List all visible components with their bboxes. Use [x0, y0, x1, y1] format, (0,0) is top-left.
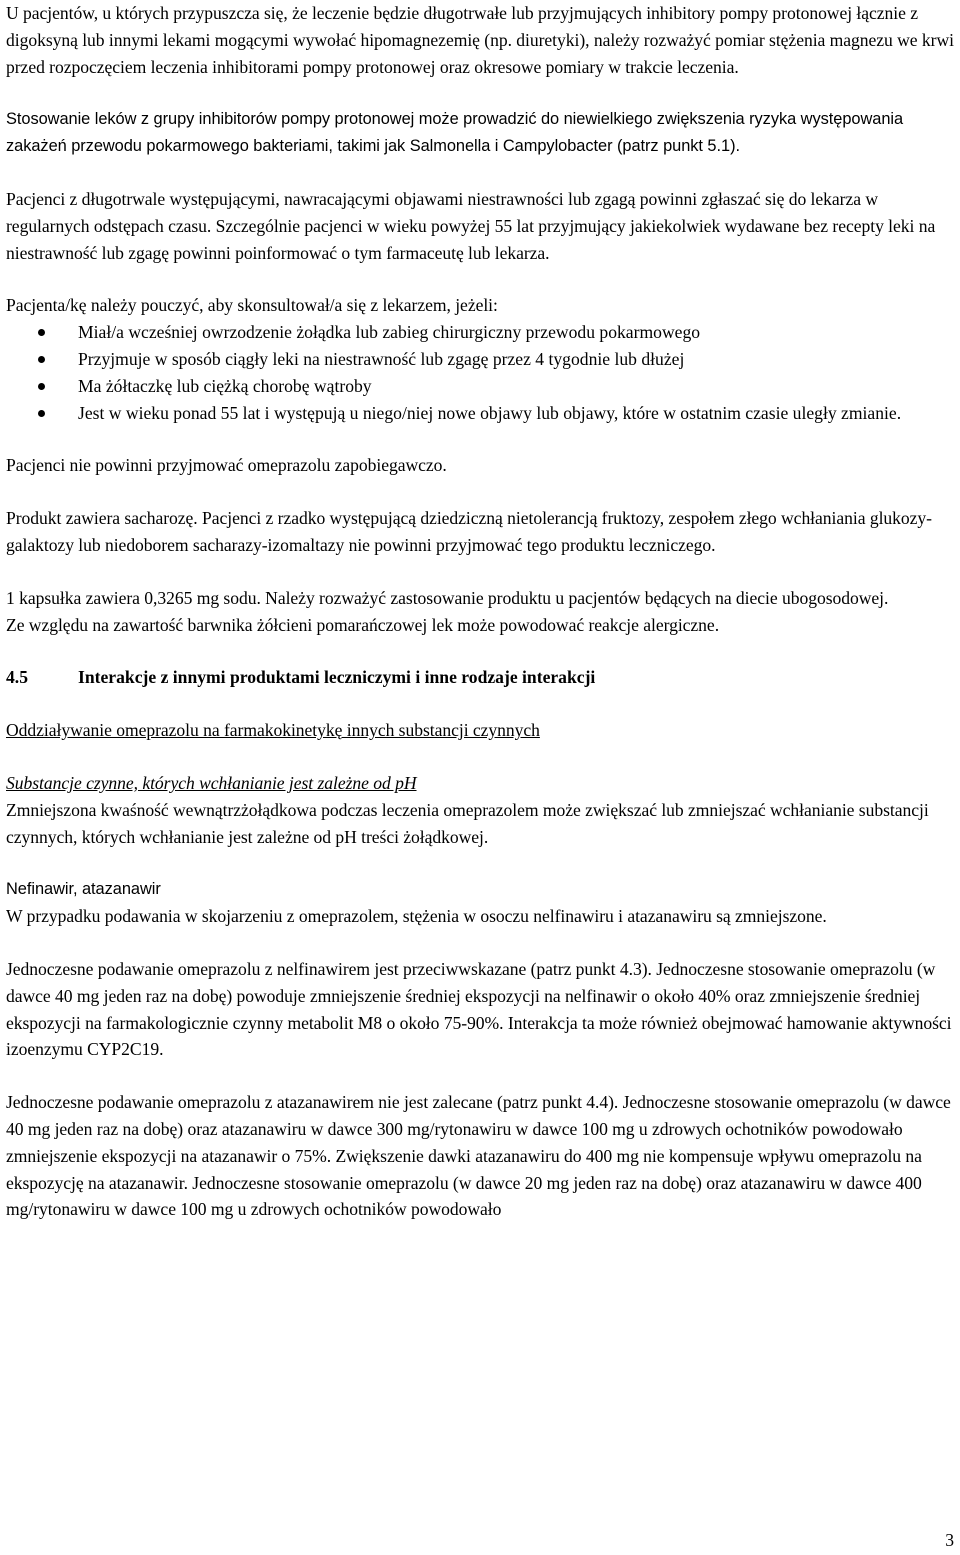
paragraph-no-preventive-use: Pacjenci nie powinni przyjmować omeprazolu zapobiegawczo. [6, 455, 447, 476]
bullet-icon [38, 410, 45, 417]
paragraph-hypomagnesemia: U pacjentów, u których przypuszcza się, że leczenie będzie długotrwałe lub przyjmujących inhibitory pompy protonowej łącznie z digoksyną lub innymi lekami mogącymi wywołać hipomagnezemię (np. diuretyki), należy rozważyć pomiar stężenia magnezu we krwi przed rozpoczęciem leczenia inhibitorami pompy protonowej oraz okresowe pomiary w trakcie leczenia. [6, 3, 954, 77]
paragraph-consult-intro: Pacjenta/kę należy pouczyć, aby skonsultował/a się z lekarzem, jeżeli: [6, 295, 498, 316]
bullet-icon [38, 383, 45, 390]
paragraph-dye-allergy: Ze względu na zawartość barwnika żółcieni pomarańczowej lek może powodować reakcje alergiczne. [6, 614, 720, 635]
paragraph-plasma-levels: W przypadku podawania w skojarzeniu z omeprazolem, stężenia w osoczu nelfinawiru i atazanawiru są zmniejszone. [6, 906, 827, 927]
subheading-nelfinavir-atazanavir: Nefinawir, atazanawir [6, 880, 161, 899]
page-number: 3 [945, 1530, 954, 1550]
subheading-pharmacokinetics: Oddziaływanie omeprazolu na farmakokinetykę innych substancji czynnych [6, 720, 540, 741]
paragraph-infection-risk: Stosowanie leków z grupy inhibitorów pompy protonowej może prowadzić do niewielkiego zwiększenia ryzyka występowania zakażeń przewodu pokarmowego bakteriami, takimi jak Salmonella i Campylobacter (patrz punkt 5.1). [6, 110, 904, 156]
paragraph-long-term-symptoms: Pacjenci z długotrwale występującymi, nawracającymi objawami niestrawności lub zgagą powinni zgłaszać się do lekarza w regularnych odstępach czasu. Szczególnie pacjenci w wieku powyżej 55 lat przyjmujący jakiekolwiek wydawane bez recepty leki na niestrawność lub zgagę powinni poinformować o tym farmaceutę lub lekarza. [6, 188, 936, 263]
list-item: Przyjmuje w sposób ciągły leki na niestrawność lub zgagę przez 4 tygodnie lub dłużej [6, 346, 954, 373]
consult-criteria-list [6, 319, 954, 426]
paragraph-atazanavir: Jednoczesne podawanie omeprazolu z atazanawirem nie jest zalecane (patrz punkt 4.4). Jednoczesne stosowanie omeprazolu (w dawce 40 mg jeden raz na dobę) oraz atazanawiru w dawce 300 mg/rytonawiru w dawce 100 mg u zdrowych ochotników powodowało zmniejszenie ekspozycji na atazanawir o 75%. Zwiększenie dawki atazanawiru do 400 mg nie kompensuje wpływu omeprazolu na ekspozycję na atazanawir. Jednoczesne stosowanie omeprazolu (w dawce 20 mg jeden raz na dobę) oraz atazanawiru w dawce 400 mg/rytonawiru w dawce 100 mg u zdrowych ochotników powodowało [6, 1092, 951, 1220]
bullet-icon [38, 329, 45, 336]
document-page [6, 0, 954, 1223]
paragraph-nelfinavir: Jednoczesne podawanie omeprazolu z nelfinawirem jest przeciwwskazane (patrz punkt 4.3). Jednoczesne stosowanie omeprazolu (w dawce 40 mg jeden raz na dobę) powoduje zmniejszenie średniej ekspozycji na nelfinawir o około 40% oraz zmniejszenie średniej ekspozycji na farmakologicznie czynny metabolit M8 o około 75-90%. Interakcja ta może również obejmować hamowanie aktywności izoenzymu CYP2C19. [6, 958, 952, 1060]
section-number: 4.5 [6, 667, 28, 688]
list-item: Ma żółtaczkę lub ciężką chorobę wątroby [6, 373, 954, 400]
list-item: Miał/a wcześniej owrzodzenie żołądka lub zabieg chirurgiczny przewodu pokarmowego [6, 319, 954, 346]
paragraph-sucrose: Produkt zawiera sacharozę. Pacjenci z rzadko występującą dziedziczną nietolerancją fruktozy, zespołem złego wchłaniania glukozy-galaktozy lub niedoborem sacharazy-izomaltazy nie powinni przyjmować tego produktu leczniczego. [6, 508, 932, 555]
paragraph-sodium: 1 kapsułka zawiera 0,3265 mg sodu. Należy rozważyć zastosowanie produktu u pacjentów będących na diecie ubogosodowej. [6, 587, 889, 608]
paragraph-ph-absorption: Zmniejszona kwaśność wewnątrzżołądkowa podczas leczenia omeprazolem może zwiększać lub zmniejszać wchłanianie substancji czynnych, których wchłanianie jest zależne od pH treści żołądkowej. [6, 799, 929, 847]
bullet-icon [38, 356, 45, 363]
subheading-ph-dependent: Substancje czynne, których wchłanianie jest zależne od pH [6, 772, 417, 793]
list-item: Jest w wieku ponad 55 lat i występują u niego/niej nowe objawy lub objawy, które w ostatnim czasie uległy zmianie. [6, 400, 954, 427]
section-title: Interakcje z innymi produktami leczniczymi i inne rodzaje interakcji [78, 667, 596, 688]
section-heading [6, 664, 954, 691]
